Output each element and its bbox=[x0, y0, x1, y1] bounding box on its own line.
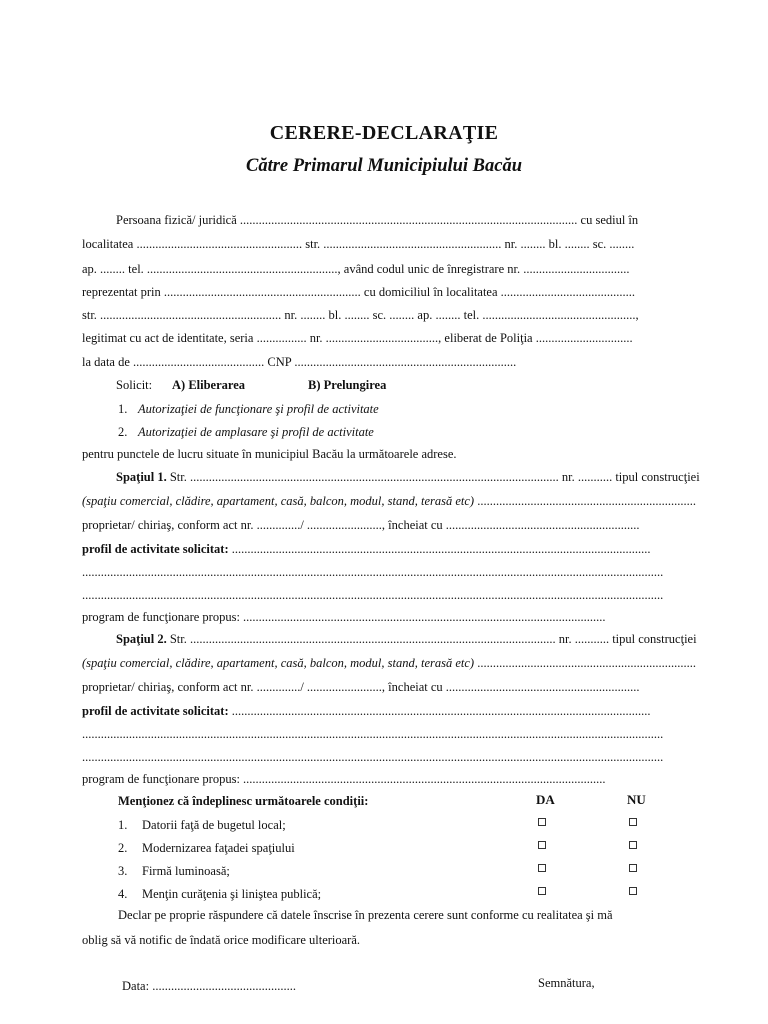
space-1-program-line[interactable]: program de funcţionare propus: .................................................................................................................... bbox=[82, 610, 606, 624]
locality-line[interactable]: localitatea ..................................................... str. ......................................................... nr. ........ bl. ........ sc. ........ bbox=[82, 237, 635, 251]
space-2-label: Spaţiul 2. bbox=[116, 632, 167, 646]
space-2-type-field[interactable]: ...................................................................... bbox=[474, 656, 696, 670]
condition-1-nu-checkbox[interactable] bbox=[629, 818, 637, 826]
applicant-name-line[interactable]: Persoana fizică/ juridică ............................................................................................................ cu sediul în bbox=[116, 213, 639, 227]
representative-line[interactable]: reprezentat prin ............................................................... cu domiciliul în localitatea ........................................... bbox=[82, 285, 636, 299]
condition-2-da-checkbox[interactable] bbox=[538, 841, 546, 849]
condition-2-number: 2. bbox=[118, 841, 128, 855]
declaration-line-1: Declar pe proprie răspundere că datele înscrise în prezenta cerere sunt conforme cu realitatea şi mă bbox=[118, 908, 613, 922]
space-1-street-line[interactable] bbox=[116, 469, 700, 485]
space-2-owner-line[interactable]: proprietar/ chiriaş, conform act nr. ............../ ........................, încheiat cu .............................................................. bbox=[82, 680, 640, 694]
item-1-number: 1. bbox=[118, 402, 128, 416]
addresses-intro: pentru punctele de lucru situate în municipiul Bacău la următoarele adrese. bbox=[82, 447, 457, 461]
space-2-profile-line[interactable] bbox=[82, 703, 650, 719]
condition-4-number: 4. bbox=[118, 887, 128, 901]
option-a-eliberarea[interactable]: A) Eliberarea bbox=[172, 378, 246, 392]
id-document-line[interactable]: legitimat cu act de identitate, seria ................ nr. ...................................., eliberat de Poliţia ............................... bbox=[82, 331, 633, 345]
condition-1-text: Datorii faţă de bugetul local; bbox=[142, 818, 286, 832]
space-1-owner-line[interactable]: proprietar/ chiriaş, conform act nr. ............../ ........................, încheiat cu .............................................................. bbox=[82, 518, 640, 532]
conditions-intro: Menţionez că îndeplinesc următoarele condiţii: bbox=[118, 794, 369, 808]
space-1-type-field[interactable]: ...................................................................... bbox=[474, 494, 696, 508]
page-title: CERERE-DECLARAŢIE bbox=[269, 122, 499, 144]
condition-1-da-checkbox[interactable] bbox=[538, 818, 546, 826]
condition-2-text: Modernizarea faţadei spaţiului bbox=[142, 841, 295, 855]
condition-3-da-checkbox[interactable] bbox=[538, 864, 546, 872]
space-1-type-hint: (spaţiu comercial, clădire, apartament, casă, balcon, modul, stand, terasă etc) bbox=[82, 494, 475, 508]
condition-4-text: Menţin curăţenia şi liniştea publică; bbox=[142, 887, 322, 901]
condition-2-nu-checkbox[interactable] bbox=[629, 841, 637, 849]
space-1-type-line[interactable] bbox=[82, 493, 696, 509]
space-1-profile-blank-1[interactable]: .......................................................................................................................................................................................... bbox=[82, 565, 664, 579]
condition-1-number: 1. bbox=[118, 818, 128, 832]
declaration-line-2: oblig să vă notific de îndată orice modificare ulterioară. bbox=[82, 933, 361, 947]
condition-3-text: Firmă luminoasă; bbox=[142, 864, 230, 878]
phone-cui-line[interactable]: ap. ........ tel. ............................................................., având codul unic de înregistrare nr. .................................. bbox=[82, 262, 630, 276]
space-1-profile-field[interactable]: ...................................................................................................................................... bbox=[228, 542, 651, 556]
condition-4-da-checkbox[interactable] bbox=[538, 887, 546, 895]
date-field[interactable]: Data: .............................................. bbox=[122, 979, 296, 993]
option-b-prelungirea[interactable]: B) Prelungirea bbox=[308, 378, 387, 392]
column-nu-header: NU bbox=[627, 792, 646, 807]
condition-4-nu-checkbox[interactable] bbox=[629, 887, 637, 895]
condition-3-number: 3. bbox=[118, 864, 128, 878]
space-1-profile-label: profil de activitate solicitat: bbox=[82, 542, 229, 556]
space-2-profile-blank-2[interactable]: .......................................................................................................................................................................................... bbox=[82, 750, 664, 764]
space-2-street-fields[interactable]: Str. ..................................................................................................................... nr. ........... tipul construcţiei bbox=[166, 632, 697, 646]
space-1-label: Spaţiul 1. bbox=[116, 470, 167, 484]
space-2-program-line[interactable]: program de funcţionare propus: .................................................................................................................... bbox=[82, 772, 606, 786]
item-2-number: 2. bbox=[118, 425, 128, 439]
item-1-functionare[interactable]: Autorizaţiei de funcţionare şi profil de activitate bbox=[138, 402, 379, 416]
signature-label: Semnătura, bbox=[538, 976, 595, 990]
solicit-label: Solicit: bbox=[116, 378, 153, 392]
space-2-profile-label: profil de activitate solicitat: bbox=[82, 704, 229, 718]
space-1-profile-blank-2[interactable]: .......................................................................................................................................................................................... bbox=[82, 588, 664, 602]
space-1-profile-line[interactable] bbox=[82, 541, 650, 557]
space-2-type-line[interactable] bbox=[82, 655, 696, 671]
address-line[interactable]: str. .......................................................... nr. ........ bl. ........ sc. ........ ap. ........ tel. ................................................., bbox=[82, 308, 639, 322]
space-2-street-line[interactable] bbox=[116, 631, 697, 647]
page-subtitle: Către Primarul Municipiului Bacău bbox=[245, 156, 523, 176]
column-da-header: DA bbox=[536, 792, 555, 807]
condition-3-nu-checkbox[interactable] bbox=[629, 864, 637, 872]
space-2-profile-field[interactable]: ...................................................................................................................................... bbox=[228, 704, 651, 718]
space-2-profile-blank-1[interactable]: .......................................................................................................................................................................................... bbox=[82, 727, 664, 741]
date-cnp-line[interactable]: la data de .......................................... CNP ....................................................................... bbox=[82, 355, 517, 369]
space-2-type-hint: (spaţiu comercial, clădire, apartament, casă, balcon, modul, stand, terasă etc) bbox=[82, 656, 475, 670]
space-1-street-fields[interactable]: Str. ...................................................................................................................... nr. ........... tipul construcţiei bbox=[166, 470, 700, 484]
item-2-amplasare[interactable]: Autorizaţiei de amplasare şi profil de activitate bbox=[138, 425, 374, 439]
